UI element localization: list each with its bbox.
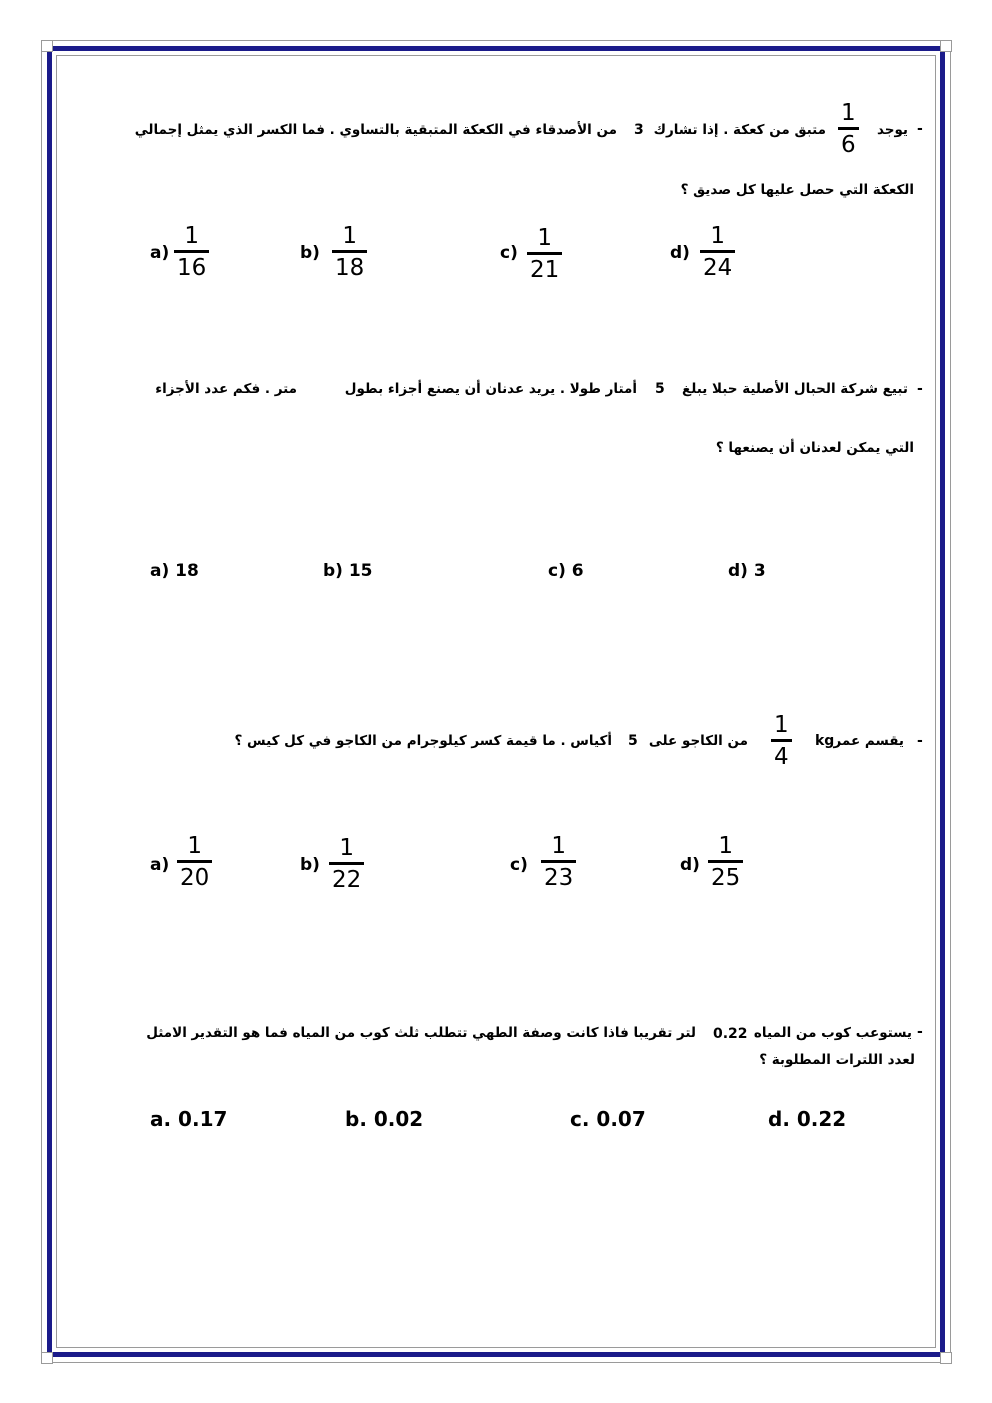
border-corner	[41, 40, 53, 52]
q3-option-a-den: 20	[180, 865, 210, 891]
q2-text-b: أمتار طولا . يريد عدنان أن يصنع أجزاء بطول	[344, 381, 637, 397]
q3-option-b-num: 1	[339, 835, 354, 861]
q4-value: 0.22	[713, 1026, 748, 1042]
q1-text-a: متبق من كعكة . إذا تشارك	[653, 122, 826, 138]
q3-unit: kg	[815, 733, 835, 749]
q2-line2: التي يمكن لعدنان أن يصنعها ؟	[715, 440, 914, 456]
q1-frac-num: 1	[841, 100, 856, 126]
q4-option-a[interactable]: a. 0.17	[150, 1107, 228, 1131]
q3-option-d-label[interactable]: d)	[680, 855, 700, 875]
q1-frac-den: 6	[841, 132, 856, 158]
q4-line2: لعدد اللترات المطلوبة ؟	[759, 1052, 915, 1068]
q3-option-d-fraction[interactable]	[708, 833, 743, 891]
q1-option-b-den: 18	[335, 255, 365, 281]
q3-option-a-num: 1	[187, 833, 202, 859]
q3-option-b-fraction[interactable]	[329, 835, 364, 893]
q1-fraction	[838, 100, 859, 158]
q1-option-a-den: 16	[177, 255, 207, 281]
q3-option-c-den: 23	[544, 865, 574, 891]
q1-bullet: -	[917, 121, 923, 137]
q3-fraction	[771, 712, 792, 770]
q3-option-d-den: 25	[711, 865, 741, 891]
q1-option-d-num: 1	[710, 223, 725, 249]
q3-option-c-num: 1	[551, 833, 566, 859]
q1-option-a-fraction[interactable]	[174, 223, 209, 281]
q1-text-b: من الأصدقاء في الكعكة المتبقية بالتساوي . فما الكسر الذي يمثل إجمالي	[134, 122, 617, 138]
q3-option-c-fraction[interactable]	[541, 833, 576, 891]
q3-option-b-den: 22	[332, 867, 362, 893]
q4-option-b[interactable]: b. 0.02	[345, 1107, 424, 1131]
border-corner	[940, 40, 952, 52]
q1-option-d-fraction[interactable]	[700, 223, 735, 281]
q1-option-c-label[interactable]: c)	[500, 243, 518, 263]
q1-line2: الكعكة التي حصل عليها كل صديق ؟	[680, 182, 914, 198]
q1-option-d-den: 24	[703, 255, 733, 281]
q3-option-c-label[interactable]: c)	[510, 855, 528, 875]
q3-option-d-num: 1	[718, 833, 733, 859]
q1-option-b-label[interactable]: b)	[300, 243, 320, 263]
border-corner	[940, 1352, 952, 1364]
q4-option-c[interactable]: c. 0.07	[570, 1107, 646, 1131]
q2-text-c: متر . فكم عدد الأجزاء	[155, 381, 297, 397]
q1-count: 3	[634, 122, 644, 138]
q3-text-c: أكياس . ما قيمة كسر كيلوجرام من الكاجو في كل كيس ؟	[234, 733, 612, 749]
q4-bullet: -	[917, 1024, 923, 1040]
q3-text-b: من الكاجو على	[648, 733, 748, 749]
q2-bullet: -	[917, 381, 923, 397]
q3-bullet: -	[917, 733, 923, 749]
q4-option-d[interactable]: d. 0.22	[768, 1107, 847, 1131]
q3-option-a-fraction[interactable]	[177, 833, 212, 891]
q2-option-d[interactable]: d) 3	[728, 561, 766, 581]
q4-text-a: يستوعب كوب من المياه	[753, 1025, 912, 1041]
q3-option-a-label[interactable]: a)	[150, 855, 170, 875]
q1-option-d-label[interactable]: d)	[670, 243, 690, 263]
q1-option-b-num: 1	[342, 223, 357, 249]
q2-option-a[interactable]: a) 18	[150, 561, 199, 581]
q1-option-c-fraction[interactable]	[527, 225, 562, 283]
q1-option-c-num: 1	[537, 225, 552, 251]
q2-count: 5	[655, 381, 665, 397]
q3-option-b-label[interactable]: b)	[300, 855, 320, 875]
q1-word: يوجد	[876, 122, 908, 138]
q2-option-b[interactable]: b) 15	[323, 561, 373, 581]
q3-frac-den: 4	[774, 744, 789, 770]
q2-option-c[interactable]: c) 6	[548, 561, 584, 581]
q3-count: 5	[628, 733, 638, 749]
q3-text-a: يقسم عمر	[833, 733, 904, 749]
q1-option-a-label[interactable]: a)	[150, 243, 170, 263]
q1-option-b-fraction[interactable]	[332, 223, 367, 281]
q1-option-a-num: 1	[184, 223, 199, 249]
border-corner	[41, 1352, 53, 1364]
q1-option-c-den: 21	[530, 257, 560, 283]
q3-frac-num: 1	[774, 712, 789, 738]
q2-text-a: تبيع شركة الحبال الأصلية حبلا يبلغ	[682, 381, 908, 397]
q4-text-b: لتر تقريبا فاذا كانت وصفة الطهي تتطلب ثلث كوب من المياه فما هو التقدير الامثل	[146, 1025, 696, 1041]
